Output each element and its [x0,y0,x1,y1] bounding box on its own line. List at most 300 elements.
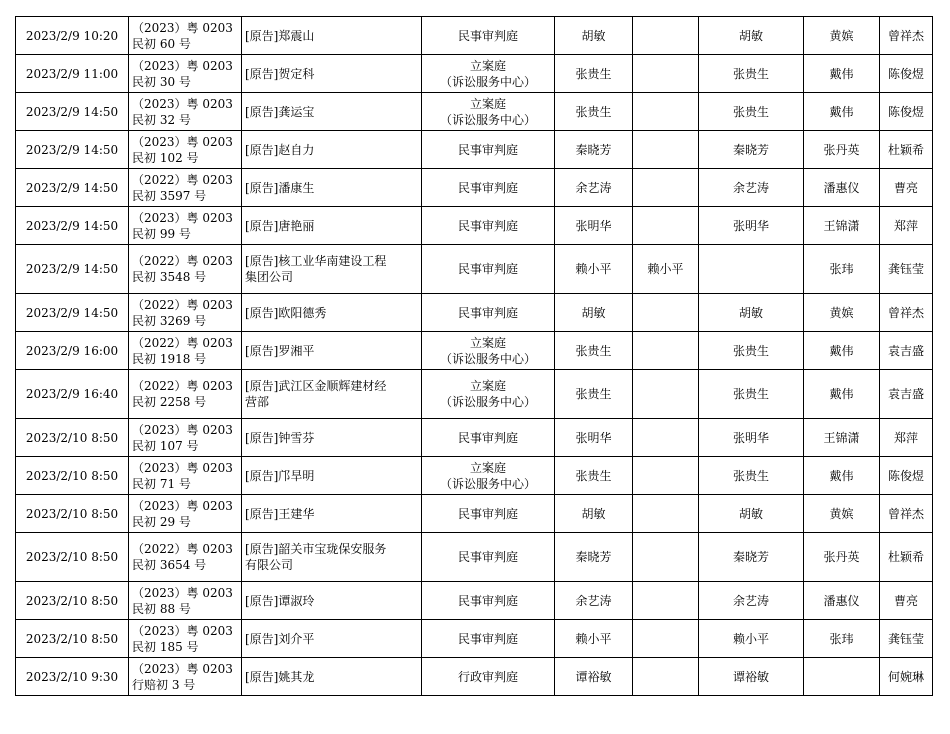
judge-cell [699,495,804,533]
judge-cell [699,533,804,582]
party-cell-text: [原告]谭淑玲 [245,593,315,608]
tribunal-cell [422,620,555,658]
assistant-cell-text: 曹亮 [893,180,918,195]
presiding-judge-cell [555,457,633,495]
assistant-cell [880,495,933,533]
assistant-cell-text: 袁吉盛 [887,343,924,358]
hearing-time-cell [16,370,129,419]
judge-cell [633,17,699,55]
hearing-time-cell [16,55,129,93]
assistant-cell-text: 郑萍 [893,218,918,233]
party-cell [242,131,422,169]
hearing-time-cell [16,582,129,620]
clerk-cell [804,370,880,419]
presiding-judge-cell [555,495,633,533]
tribunal-cell [422,17,555,55]
party-cell-text: [原告]赵自力 [245,142,315,157]
table-row [16,419,933,457]
party-cell-text: [原告]邝旱明 [245,468,315,483]
party-cell-text: [原告]武江区金顺辉建材经 [245,379,387,393]
hearing-time-cell-text: 2023/2/9 14:50 [25,180,119,195]
case-number-cell-text: （2023）粤 0203 [132,134,233,149]
party-cell [242,332,422,370]
case-number-cell-text: 民初 30 号 [132,74,191,89]
hearing-time-cell-text: 2023/2/10 8:50 [25,593,119,608]
presiding-judge-cell-text: 胡敏 [581,506,606,521]
assistant-cell [880,93,933,131]
presiding-judge-cell-text: 张贵生 [575,387,612,401]
judge-cell [633,93,699,131]
judge-cell [633,419,699,457]
judge-cell-text: 胡敏 [738,305,763,320]
assistant-cell-text: 曾祥杰 [887,28,924,43]
case-number-cell [129,495,242,533]
party-cell-text: [原告]姚其龙 [245,669,315,684]
presiding-judge-cell-text: 秦晓芳 [575,550,612,564]
clerk-cell [804,620,880,658]
case-number-cell-text: 民初 88 号 [132,601,191,616]
clerk-cell-text: 戴伟 [829,343,854,358]
table-row [16,533,933,582]
hearing-time-cell [16,207,129,245]
clerk-cell-text: 潘惠仪 [823,180,860,195]
party-cell [242,55,422,93]
tribunal-cell-text: 立案庭 [469,460,506,475]
tribunal-cell-text: 立案庭 [469,379,506,393]
hearing-time-cell-text: 2023/2/9 11:00 [25,66,119,81]
assistant-cell-text: 陈俊煜 [887,66,924,81]
hearing-schedule-table [15,16,933,696]
party-cell-text: [原告]贺定科 [245,66,315,81]
case-number-cell [129,131,242,169]
hearing-time-cell-text: 2023/2/10 8:50 [25,550,119,564]
judge-cell-text: 张贵生 [732,468,769,483]
tribunal-cell-text: 民事审判庭 [457,305,518,320]
presiding-judge-cell [555,245,633,294]
presiding-judge-cell-text: 胡敏 [581,28,606,43]
clerk-cell [804,55,880,93]
assistant-cell [880,370,933,419]
case-number-cell-text: 民初 99 号 [132,226,191,241]
judge-cell [633,658,699,696]
tribunal-cell-text: 民事审判庭 [457,506,518,521]
tribunal-cell-text: 立案庭 [469,335,506,350]
judge-cell [699,207,804,245]
clerk-cell [804,582,880,620]
case-number-cell-text: （2023）粤 0203 [132,96,233,111]
judge-cell [633,370,699,419]
tribunal-cell [422,332,555,370]
judge-cell [699,620,804,658]
tribunal-cell [422,294,555,332]
judge-cell-text: 余艺涛 [732,180,769,195]
presiding-judge-cell-text: 余艺涛 [575,180,612,195]
case-number-cell-text: （2022）粤 0203 [132,254,233,268]
party-cell-text: [原告]王建华 [245,506,315,521]
party-cell [242,658,422,696]
hearing-time-cell-text: 2023/2/10 8:50 [25,631,119,646]
tribunal-cell-text: 民事审判庭 [457,142,518,157]
hearing-time-cell [16,294,129,332]
case-number-cell [129,294,242,332]
assistant-cell-text: 袁吉盛 [887,387,924,401]
judge-cell [699,332,804,370]
tribunal-cell-text: 民事审判庭 [457,262,518,276]
hearing-time-cell-text: 2023/2/10 9:30 [25,669,119,684]
clerk-cell-text: 黄嫔 [829,28,854,43]
judge-cell [699,294,804,332]
party-cell [242,93,422,131]
party-cell-text: 集团公司 [245,270,294,284]
assistant-cell [880,55,933,93]
party-cell [242,370,422,419]
judge-cell-text: 张贵生 [732,387,769,401]
party-cell-text: 营部 [245,395,270,409]
tribunal-cell [422,658,555,696]
case-number-cell [129,169,242,207]
table-row [16,620,933,658]
judge-cell [633,294,699,332]
case-number-cell [129,55,242,93]
party-cell-text: [原告]潘康生 [245,180,315,195]
case-number-cell-text: （2022）粤 0203 [132,335,233,350]
tribunal-cell [422,457,555,495]
case-number-cell-text: （2022）粤 0203 [132,297,233,312]
judge-cell [633,533,699,582]
party-cell [242,17,422,55]
hearing-time-cell [16,495,129,533]
tribunal-cell [422,495,555,533]
case-number-cell-text: 民初 1918 号 [132,351,207,366]
judge-cell [633,457,699,495]
case-number-cell [129,207,242,245]
tribunal-cell-text: 民事审判庭 [457,218,518,233]
case-number-cell-text: （2023）粤 0203 [132,210,233,225]
case-number-cell-text: 民初 32 号 [132,112,191,127]
judge-cell [699,582,804,620]
case-number-cell-text: 民初 102 号 [132,150,199,165]
clerk-cell [804,533,880,582]
table-row [16,207,933,245]
judge-cell [633,55,699,93]
judge-cell [633,620,699,658]
table-row [16,131,933,169]
judge-cell [699,169,804,207]
hearing-time-cell-text: 2023/2/9 14:50 [25,218,119,233]
hearing-time-cell-text: 2023/2/9 14:50 [25,305,119,320]
clerk-cell [804,207,880,245]
tribunal-cell-text: 行政审判庭 [457,669,518,684]
table-row [16,495,933,533]
case-number-cell-text: 民初 71 号 [132,476,191,491]
clerk-cell-text: 张丹英 [823,550,860,564]
presiding-judge-cell-text: 谭裕敏 [575,669,612,684]
case-number-cell [129,457,242,495]
case-number-cell [129,370,242,419]
tribunal-cell [422,582,555,620]
judge-cell-text: 赖小平 [732,631,769,646]
clerk-cell [804,93,880,131]
presiding-judge-cell [555,370,633,419]
clerk-cell [804,332,880,370]
party-cell [242,582,422,620]
case-number-cell [129,658,242,696]
clerk-cell [804,245,880,294]
clerk-cell [804,658,880,696]
tribunal-cell [422,55,555,93]
assistant-cell-text: 杜颖希 [887,142,924,157]
party-cell-text: [原告]龚运宝 [245,104,315,119]
tribunal-cell [422,131,555,169]
presiding-judge-cell [555,620,633,658]
party-cell-text: [原告]郑震山 [245,28,315,43]
clerk-cell-text: 黄嫔 [829,305,854,320]
judge-cell-text: 赖小平 [647,262,684,276]
clerk-cell-text: 张玮 [829,631,854,646]
table-row [16,17,933,55]
presiding-judge-cell-text: 赖小平 [575,262,612,276]
assistant-cell [880,419,933,457]
party-cell-text: [原告]罗湘平 [245,343,315,358]
table-row [16,370,933,419]
case-number-cell-text: 民初 29 号 [132,514,191,529]
party-cell [242,169,422,207]
case-number-cell-text: 民初 3269 号 [132,313,207,328]
clerk-cell [804,457,880,495]
presiding-judge-cell-text: 张明华 [575,430,612,445]
assistant-cell [880,620,933,658]
hearing-time-cell [16,658,129,696]
case-number-cell-text: （2023）粤 0203 [132,20,233,35]
judge-cell [699,658,804,696]
hearing-time-cell [16,419,129,457]
party-cell [242,620,422,658]
presiding-judge-cell [555,582,633,620]
presiding-judge-cell [555,419,633,457]
presiding-judge-cell [555,131,633,169]
judge-cell [699,370,804,419]
tribunal-cell-text: 立案庭 [469,58,506,73]
presiding-judge-cell [555,169,633,207]
clerk-cell [804,294,880,332]
judge-cell [699,55,804,93]
case-number-cell [129,245,242,294]
presiding-judge-cell [555,294,633,332]
clerk-cell [804,131,880,169]
clerk-cell-text: 张玮 [829,262,854,276]
assistant-cell [880,582,933,620]
clerk-cell-text: 戴伟 [829,104,854,119]
hearing-time-cell [16,169,129,207]
tribunal-cell-text: 民事审判庭 [457,430,518,445]
hearing-time-cell [16,131,129,169]
case-number-cell [129,533,242,582]
party-cell-text: 有限公司 [245,558,294,572]
clerk-cell [804,169,880,207]
case-number-cell [129,332,242,370]
party-cell [242,245,422,294]
tribunal-cell-text: 民事审判庭 [457,180,518,195]
hearing-time-cell-text: 2023/2/9 16:40 [25,387,119,401]
assistant-cell-text: 龚钰莹 [887,262,924,276]
case-number-cell-text: （2023）粤 0203 [132,661,233,676]
case-number-cell-text: （2022）粤 0203 [132,379,233,393]
clerk-cell-text: 戴伟 [829,387,854,401]
hearing-time-cell [16,17,129,55]
party-cell [242,419,422,457]
judge-cell [633,332,699,370]
hearing-time-cell-text: 2023/2/9 10:20 [25,28,119,43]
tribunal-cell [422,245,555,294]
table-row [16,245,933,294]
tribunal-cell-text: 立案庭 [469,96,506,111]
tribunal-cell-text: （诉讼服务中心） [439,395,536,409]
judge-cell-text: 秦晓芳 [732,142,769,157]
hearing-time-cell [16,533,129,582]
case-number-cell-text: （2023）粤 0203 [132,422,233,437]
assistant-cell [880,169,933,207]
assistant-cell-text: 郑萍 [893,430,918,445]
assistant-cell-text: 曾祥杰 [887,305,924,320]
party-cell-text: [原告]刘介平 [245,631,315,646]
hearing-time-cell [16,620,129,658]
table-row [16,658,933,696]
table-row [16,332,933,370]
presiding-judge-cell [555,207,633,245]
case-number-cell [129,582,242,620]
tribunal-cell-text: 民事审判庭 [457,28,518,43]
judge-cell [699,457,804,495]
judge-cell [699,93,804,131]
table-row [16,582,933,620]
case-number-cell-text: （2023）粤 0203 [132,498,233,513]
clerk-cell-text: 王锦潇 [823,430,860,445]
presiding-judge-cell-text: 张明华 [575,218,612,233]
party-cell [242,495,422,533]
hearing-time-cell-text: 2023/2/9 14:50 [25,142,119,157]
assistant-cell [880,457,933,495]
case-number-cell [129,620,242,658]
assistant-cell-text: 陈俊煜 [887,104,924,119]
judge-cell [699,419,804,457]
party-cell-text: [原告]钟雪芬 [245,430,315,445]
case-number-cell-text: 民初 3597 号 [132,188,207,203]
tribunal-cell [422,93,555,131]
party-cell [242,207,422,245]
judge-cell-text: 胡敏 [738,506,763,521]
table-row [16,55,933,93]
presiding-judge-cell-text: 张贵生 [575,104,612,119]
case-number-cell-text: （2023）粤 0203 [132,585,233,600]
judge-cell [633,495,699,533]
clerk-cell-text: 戴伟 [829,468,854,483]
tribunal-cell-text: （诉讼服务中心） [439,351,536,366]
presiding-judge-cell [555,55,633,93]
hearing-time-cell [16,457,129,495]
presiding-judge-cell-text: 赖小平 [575,631,612,646]
judge-cell-text: 张贵生 [732,66,769,81]
table-row [16,93,933,131]
hearing-time-cell [16,245,129,294]
assistant-cell [880,131,933,169]
clerk-cell-text: 潘惠仪 [823,593,860,608]
assistant-cell [880,17,933,55]
assistant-cell [880,207,933,245]
judge-cell-text: 秦晓芳 [732,550,769,564]
assistant-cell [880,332,933,370]
tribunal-cell [422,533,555,582]
tribunal-cell [422,370,555,419]
presiding-judge-cell-text: 张贵生 [575,343,612,358]
tribunal-cell-text: （诉讼服务中心） [439,476,536,491]
party-cell [242,533,422,582]
case-number-cell [129,17,242,55]
presiding-judge-cell-text: 余艺涛 [575,593,612,608]
presiding-judge-cell [555,17,633,55]
assistant-cell-text: 曾祥杰 [887,506,924,521]
clerk-cell-text: 张丹英 [823,142,860,157]
table-row [16,294,933,332]
hearing-time-cell-text: 2023/2/10 8:50 [25,506,119,521]
clerk-cell [804,17,880,55]
case-number-cell-text: 民初 2258 号 [132,395,207,409]
party-cell [242,294,422,332]
clerk-cell-text: 戴伟 [829,66,854,81]
tribunal-cell-text: 民事审判庭 [457,550,518,564]
hearing-time-cell-text: 2023/2/10 8:50 [25,430,119,445]
tribunal-cell-text: 民事审判庭 [457,593,518,608]
judge-cell-text: 张明华 [732,430,769,445]
hearing-time-cell-text: 2023/2/9 14:50 [25,262,119,276]
clerk-cell [804,419,880,457]
hearing-time-cell-text: 2023/2/9 16:00 [25,343,119,358]
party-cell [242,457,422,495]
party-cell-text: [原告]韶关市宝珑保安服务 [245,542,387,556]
judge-cell-text: 张明华 [732,218,769,233]
assistant-cell [880,245,933,294]
case-number-cell [129,419,242,457]
case-number-cell-text: 民初 60 号 [132,36,191,51]
assistant-cell [880,533,933,582]
assistant-cell [880,294,933,332]
clerk-cell [804,495,880,533]
presiding-judge-cell-text: 张贵生 [575,66,612,81]
hearing-time-cell [16,332,129,370]
party-cell-text: [原告]欧阳德秀 [245,305,327,320]
table-row [16,169,933,207]
case-number-cell-text: 民初 3548 号 [132,270,207,284]
judge-cell [633,582,699,620]
hearing-time-cell-text: 2023/2/9 14:50 [25,104,119,119]
assistant-cell-text: 陈俊煜 [887,468,924,483]
judge-cell [633,169,699,207]
judge-cell-text: 张贵生 [732,104,769,119]
judge-cell [633,207,699,245]
hearing-time-cell [16,93,129,131]
tribunal-cell [422,169,555,207]
judge-cell-text: 张贵生 [732,343,769,358]
assistant-cell-text: 曹亮 [893,593,918,608]
presiding-judge-cell-text: 张贵生 [575,468,612,483]
presiding-judge-cell-text: 秦晓芳 [575,142,612,157]
tribunal-cell-text: （诉讼服务中心） [439,112,536,127]
case-number-cell-text: （2023）粤 0203 [132,58,233,73]
judge-cell-text: 胡敏 [738,28,763,43]
case-number-cell-text: （2022）粤 0203 [132,172,233,187]
case-number-cell-text: 民初 3654 号 [132,558,207,572]
judge-cell [699,245,804,294]
judge-cell [633,131,699,169]
